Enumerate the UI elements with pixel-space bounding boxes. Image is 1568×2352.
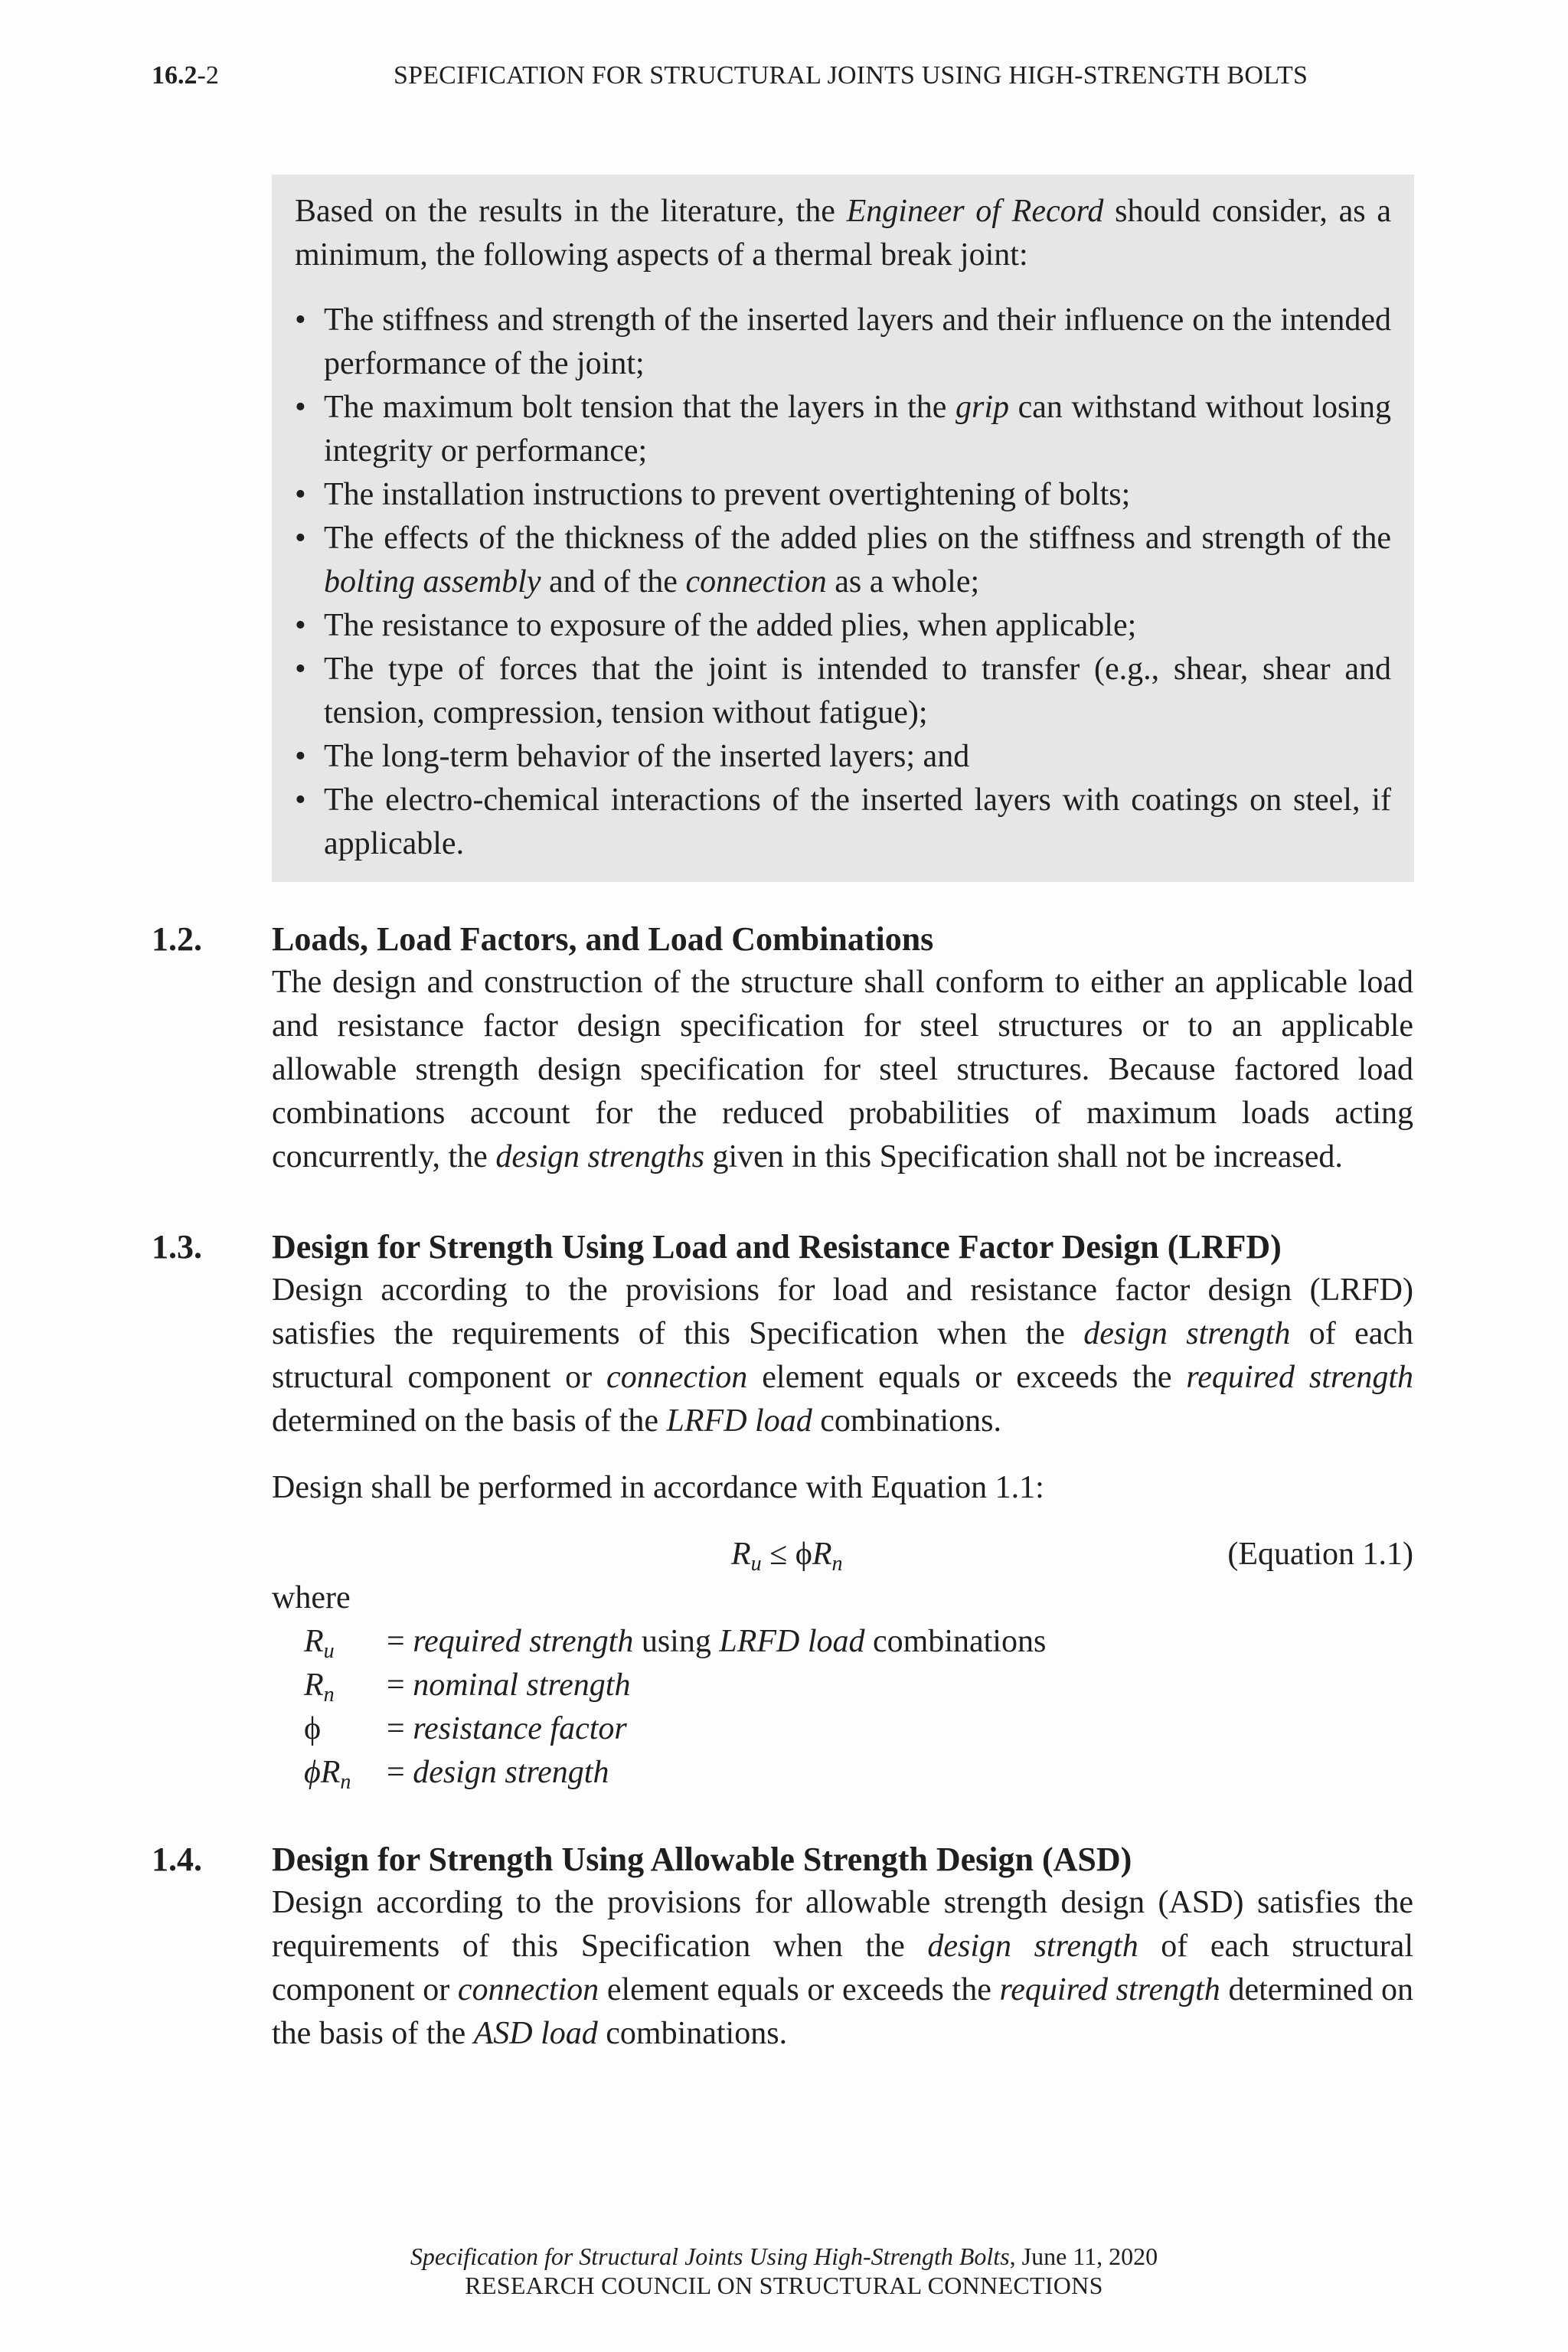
section-number: 1.2. xyxy=(152,920,202,958)
list-item: • The effects of the thickness of the added plies on the stiffness and strength of the bolting assembly and of the connection as a whole; xyxy=(295,517,1391,604)
section-body xyxy=(272,1838,1413,2056)
section-paragraph: Design according to the provisions for allowable strength design (ASD) satisfies the requirements of this Specification when the design strength of each structural component or connection element equals or exceeds the required strength determined on the basis of the ASD load combinations. xyxy=(272,1885,1414,2051)
thermal-break-box-content xyxy=(295,190,1391,866)
footer-citation: Specification for Structural Joints Using High-Strength Bolts, June 11, 2020 xyxy=(410,2243,1158,2270)
section-title: Loads, Load Factors, and Load Combinations xyxy=(272,920,934,958)
box-intro: Based on the results in the literature, the Engineer of Record should consider, as a minimum, the following aspects of a thermal break joint: xyxy=(295,194,1391,273)
section-body xyxy=(272,917,1413,1179)
definition-text: = nominal strength xyxy=(387,1668,631,1703)
equation-label: (Equation 1.1) xyxy=(1227,1537,1413,1572)
page-number-bold: 16.2 xyxy=(152,61,198,90)
list-item: • The type of forces that the joint is intended to transfer (e.g., shear, shear and tension, compression, tension without fatigue); xyxy=(295,648,1391,735)
thermal-break-box xyxy=(272,175,1414,882)
thermal-break-aspects-list xyxy=(295,299,1391,866)
bullet-icon: • xyxy=(295,652,306,687)
list-item: • The maximum bolt tension that the layers in the grip can withstand without losing integrity or performance; xyxy=(295,386,1391,473)
page-header xyxy=(152,61,1413,98)
definition-text: = design strength xyxy=(387,1755,609,1790)
definition-symbol: ϕ xyxy=(304,1711,322,1746)
list-item: • The installation instructions to prevent overtightening of bolts; xyxy=(295,473,1391,517)
section-body xyxy=(272,1225,1413,1795)
footer-publisher: RESEARCH COUNCIL ON STRUCTURAL CONNECTIONS xyxy=(465,2272,1103,2299)
list-item: • The stiffness and strength of the inserted layers and their influence on the intended performance of the joint; xyxy=(295,299,1391,386)
definition-row xyxy=(272,1664,1413,1707)
bullet-icon: • xyxy=(295,477,306,512)
bullet-icon: • xyxy=(295,521,306,556)
definition-symbol: $R_n$ xyxy=(304,1668,335,1707)
definition-row xyxy=(272,1751,1413,1795)
definition-symbol: $\phi R_n$ xyxy=(304,1755,351,1794)
bullet-icon: • xyxy=(295,608,306,643)
section-1-2 xyxy=(152,917,1413,1179)
definition-symbol: $R_u$ xyxy=(304,1624,335,1663)
equation-1-1 xyxy=(272,1533,1413,1576)
section-paragraph: Design according to the provisions for load and resistance factor design (LRFD) satisfies the requirements of this Specification when the design strength of each structural component or connection element equals or exceeds the required strength determined on the basis of the LRFD load combinations. xyxy=(272,1272,1414,1439)
symbol-definitions xyxy=(272,1620,1413,1795)
page-footer xyxy=(0,2242,1568,2300)
section-number: 1.3. xyxy=(152,1228,202,1266)
section-1-4 xyxy=(152,1838,1413,2056)
section-paragraph: Design shall be performed in accordance with Equation 1.1: xyxy=(272,1470,1044,1505)
bullet-icon: • xyxy=(295,782,306,818)
definition-text: = resistance factor xyxy=(387,1711,627,1746)
definition-row xyxy=(272,1707,1413,1751)
list-item: • The electro-chemical interactions of the inserted layers with coatings on steel, if applicable. xyxy=(295,779,1391,866)
section-title: Design for Strength Using Allowable Strength Design (ASD) xyxy=(272,1841,1132,1878)
page-number xyxy=(152,61,219,90)
section-title: Design for Strength Using Load and Resistance Factor Design (LRFD) xyxy=(272,1228,1282,1266)
section-paragraph: The design and construction of the structure shall conform to either an applicable load and resistance factor design specification for steel structures or to an applicable allowable strength design specification for steel structures. Because factored load combinations account for the reduced probabilities of maximum loads acting concurrently, the design strengths given in this Specification shall not be increased. xyxy=(272,965,1413,1174)
term-engineer-of-record: Engineer of Record xyxy=(846,194,1104,229)
bullet-icon: • xyxy=(295,739,306,774)
running-title: SPECIFICATION FOR STRUCTURAL JOINTS USING HIGH-STRENGTH BOLTS xyxy=(394,61,1308,90)
page-number-rest: -2 xyxy=(197,61,219,90)
list-item: • The long-term behavior of the inserted layers; and xyxy=(295,735,1391,779)
definition-text: = required strength using LRFD load combinations xyxy=(387,1624,1047,1659)
section-number: 1.4. xyxy=(152,1841,202,1878)
definition-row xyxy=(272,1620,1413,1664)
bullet-icon: • xyxy=(295,390,306,425)
equation-expression: $R_u \le \phi R_n$ xyxy=(731,1537,843,1576)
where-label: where xyxy=(272,1580,351,1615)
section-1-3 xyxy=(152,1225,1413,1795)
list-item: • The resistance to exposure of the added plies, when applicable; xyxy=(295,604,1391,648)
bullet-icon: • xyxy=(295,302,306,338)
